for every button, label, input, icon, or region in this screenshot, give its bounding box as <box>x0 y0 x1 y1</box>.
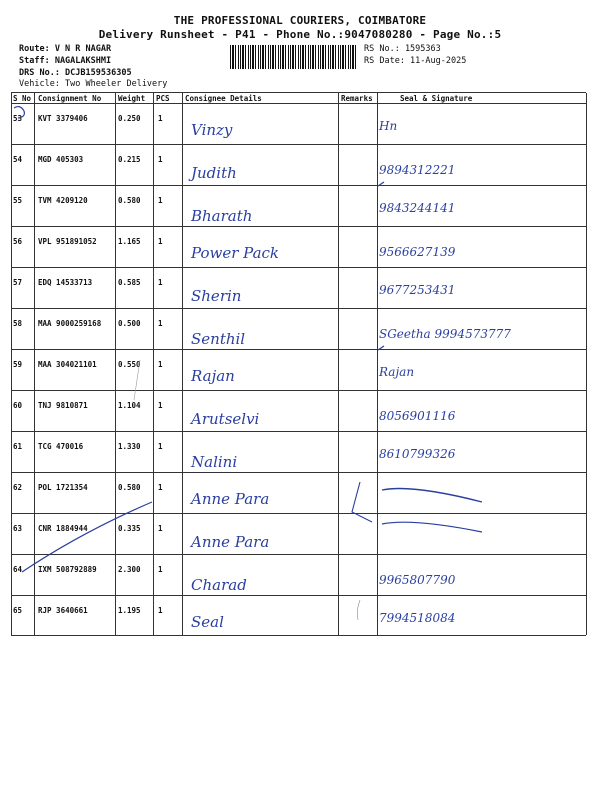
sno-cell: 59 <box>13 360 23 369</box>
signature-handwriting: 8610799326 <box>379 447 456 461</box>
table-row <box>11 308 586 350</box>
consignment-cell: RJP 3640661 <box>38 606 88 615</box>
weight-cell: 1.330 <box>118 442 141 451</box>
weight-cell: 0.500 <box>118 319 141 328</box>
pcs-cell: 1 <box>158 114 163 123</box>
table-row <box>11 595 586 636</box>
sno-cell: 55 <box>13 196 23 205</box>
signature-handwriting: 9677253431 <box>379 283 456 297</box>
consignment-cell: KVT 3379406 <box>38 114 88 123</box>
header-weight: Weight <box>118 94 146 103</box>
header-consignment: Consignment No <box>38 94 102 103</box>
weight-cell: 0.580 <box>118 196 141 205</box>
header-seal: Seal & Signature <box>400 94 473 103</box>
rs-number: RS No.: 1595363 <box>364 44 441 54</box>
consignee-handwriting: Bharath <box>191 207 253 225</box>
runsheet-title: Delivery Runsheet - P41 - Phone No.:9047080280 - Page No.:5 <box>98 28 502 41</box>
signature-handwriting: 9843244141 <box>379 201 456 215</box>
signature-handwriting: Hn <box>379 119 398 133</box>
pcs-cell: 1 <box>158 442 163 451</box>
table-row <box>11 390 586 432</box>
route-label: Route: V N R NAGAR <box>19 44 112 54</box>
sno-cell: 65 <box>13 606 23 615</box>
signature-handwriting: 8056901116 <box>379 409 456 423</box>
pcs-cell: 1 <box>158 524 163 533</box>
weight-cell: 0.250 <box>118 114 141 123</box>
sno-cell: 63 <box>13 524 23 533</box>
rs-date: RS Date: 11-Aug-2025 <box>364 56 467 66</box>
signature-handwriting: SGeetha 9994573777 <box>379 327 511 341</box>
consignee-handwriting: Rajan <box>191 367 235 385</box>
company-title: THE PROFESSIONAL COURIERS, COIMBATORE <box>173 14 427 27</box>
table-row <box>11 472 586 514</box>
table-row <box>11 431 586 473</box>
header-pcs: PCS <box>156 94 170 103</box>
consignee-handwriting: Seal <box>191 613 224 631</box>
drs-label: DRS No.: DCJB159536305 <box>19 68 132 78</box>
weight-cell: 1.195 <box>118 606 141 615</box>
consignment-cell: MAA 304021101 <box>38 360 97 369</box>
weight-cell: 1.104 <box>118 401 141 410</box>
barcode <box>230 45 356 69</box>
consignee-handwriting: Senthil <box>191 330 246 348</box>
table-row <box>11 554 586 596</box>
consignment-cell: CNR 1884944 <box>38 524 88 533</box>
sno-cell: 58 <box>13 319 23 328</box>
sno-cell: 64 <box>13 565 23 574</box>
table-row <box>11 267 586 309</box>
table-row <box>11 349 586 391</box>
weight-cell: 0.550 <box>118 360 141 369</box>
consignee-handwriting: Arutselvi <box>191 410 260 428</box>
signature-handwriting: 9566627139 <box>379 245 456 259</box>
sno-cell: 62 <box>13 483 23 492</box>
consignee-handwriting: Power Pack <box>191 244 280 262</box>
weight-cell: 1.165 <box>118 237 141 246</box>
signature-handwriting: 9965807790 <box>379 573 456 587</box>
weight-cell: 0.335 <box>118 524 141 533</box>
staff-label: Staff: NAGALAKSHMI <box>19 56 112 66</box>
sno-cell: 60 <box>13 401 23 410</box>
table-rule <box>11 92 586 93</box>
consignee-handwriting: Judith <box>191 164 237 182</box>
weight-cell: 0.215 <box>118 155 141 164</box>
consignment-cell: VPL 951891052 <box>38 237 97 246</box>
sno-cell: 54 <box>13 155 23 164</box>
pcs-cell: 1 <box>158 196 163 205</box>
pcs-cell: 1 <box>158 565 163 574</box>
consignment-cell: TVM 4209120 <box>38 196 88 205</box>
header-consignee: Consignee Details <box>185 94 262 103</box>
consignment-cell: MAA 9000259168 <box>38 319 102 328</box>
signature-handwriting: 7994518084 <box>379 611 456 625</box>
consignee-handwriting: Vinzy <box>191 121 233 139</box>
weight-cell: 0.580 <box>118 483 141 492</box>
signature-handwriting: 9894312221 <box>379 163 456 177</box>
pcs-cell: 1 <box>158 237 163 246</box>
sno-cell: 56 <box>13 237 23 246</box>
col-rule <box>586 93 587 635</box>
consignment-cell: TCG 470016 <box>38 442 84 451</box>
consignee-handwriting: Nalini <box>191 453 238 471</box>
table-row <box>11 185 586 227</box>
sno-cell: 61 <box>13 442 23 451</box>
table-row <box>11 226 586 268</box>
table-row <box>11 103 586 145</box>
consignee-handwriting: Anne Para <box>191 533 270 551</box>
pcs-cell: 1 <box>158 401 163 410</box>
pcs-cell: 1 <box>158 155 163 164</box>
pcs-cell: 1 <box>158 606 163 615</box>
consignment-cell: POL 1721354 <box>38 483 88 492</box>
table-row <box>11 144 586 186</box>
pcs-cell: 1 <box>158 360 163 369</box>
consignee-handwriting: Charad <box>191 576 247 594</box>
consignment-cell: TNJ 9810871 <box>38 401 88 410</box>
sno-cell: 57 <box>13 278 23 287</box>
header-sno: S No <box>13 94 32 103</box>
weight-cell: 0.585 <box>118 278 141 287</box>
weight-cell: 2.300 <box>118 565 141 574</box>
consignee-handwriting: Anne Para <box>191 490 270 508</box>
table-row <box>11 513 586 555</box>
signature-handwriting: Rajan <box>379 365 415 379</box>
consignment-cell: IXM 508792889 <box>38 565 97 574</box>
consignee-handwriting: Sherin <box>191 287 242 305</box>
consignment-cell: MGD 405303 <box>38 155 84 164</box>
pcs-cell: 1 <box>158 278 163 287</box>
sno-cell: 53 <box>13 114 23 123</box>
header-remarks: Remarks <box>341 94 373 103</box>
vehicle-label: Vehicle: Two Wheeler Delivery <box>19 79 168 89</box>
pcs-cell: 1 <box>158 483 163 492</box>
consignment-cell: EDQ 14533713 <box>38 278 93 287</box>
pcs-cell: 1 <box>158 319 163 328</box>
